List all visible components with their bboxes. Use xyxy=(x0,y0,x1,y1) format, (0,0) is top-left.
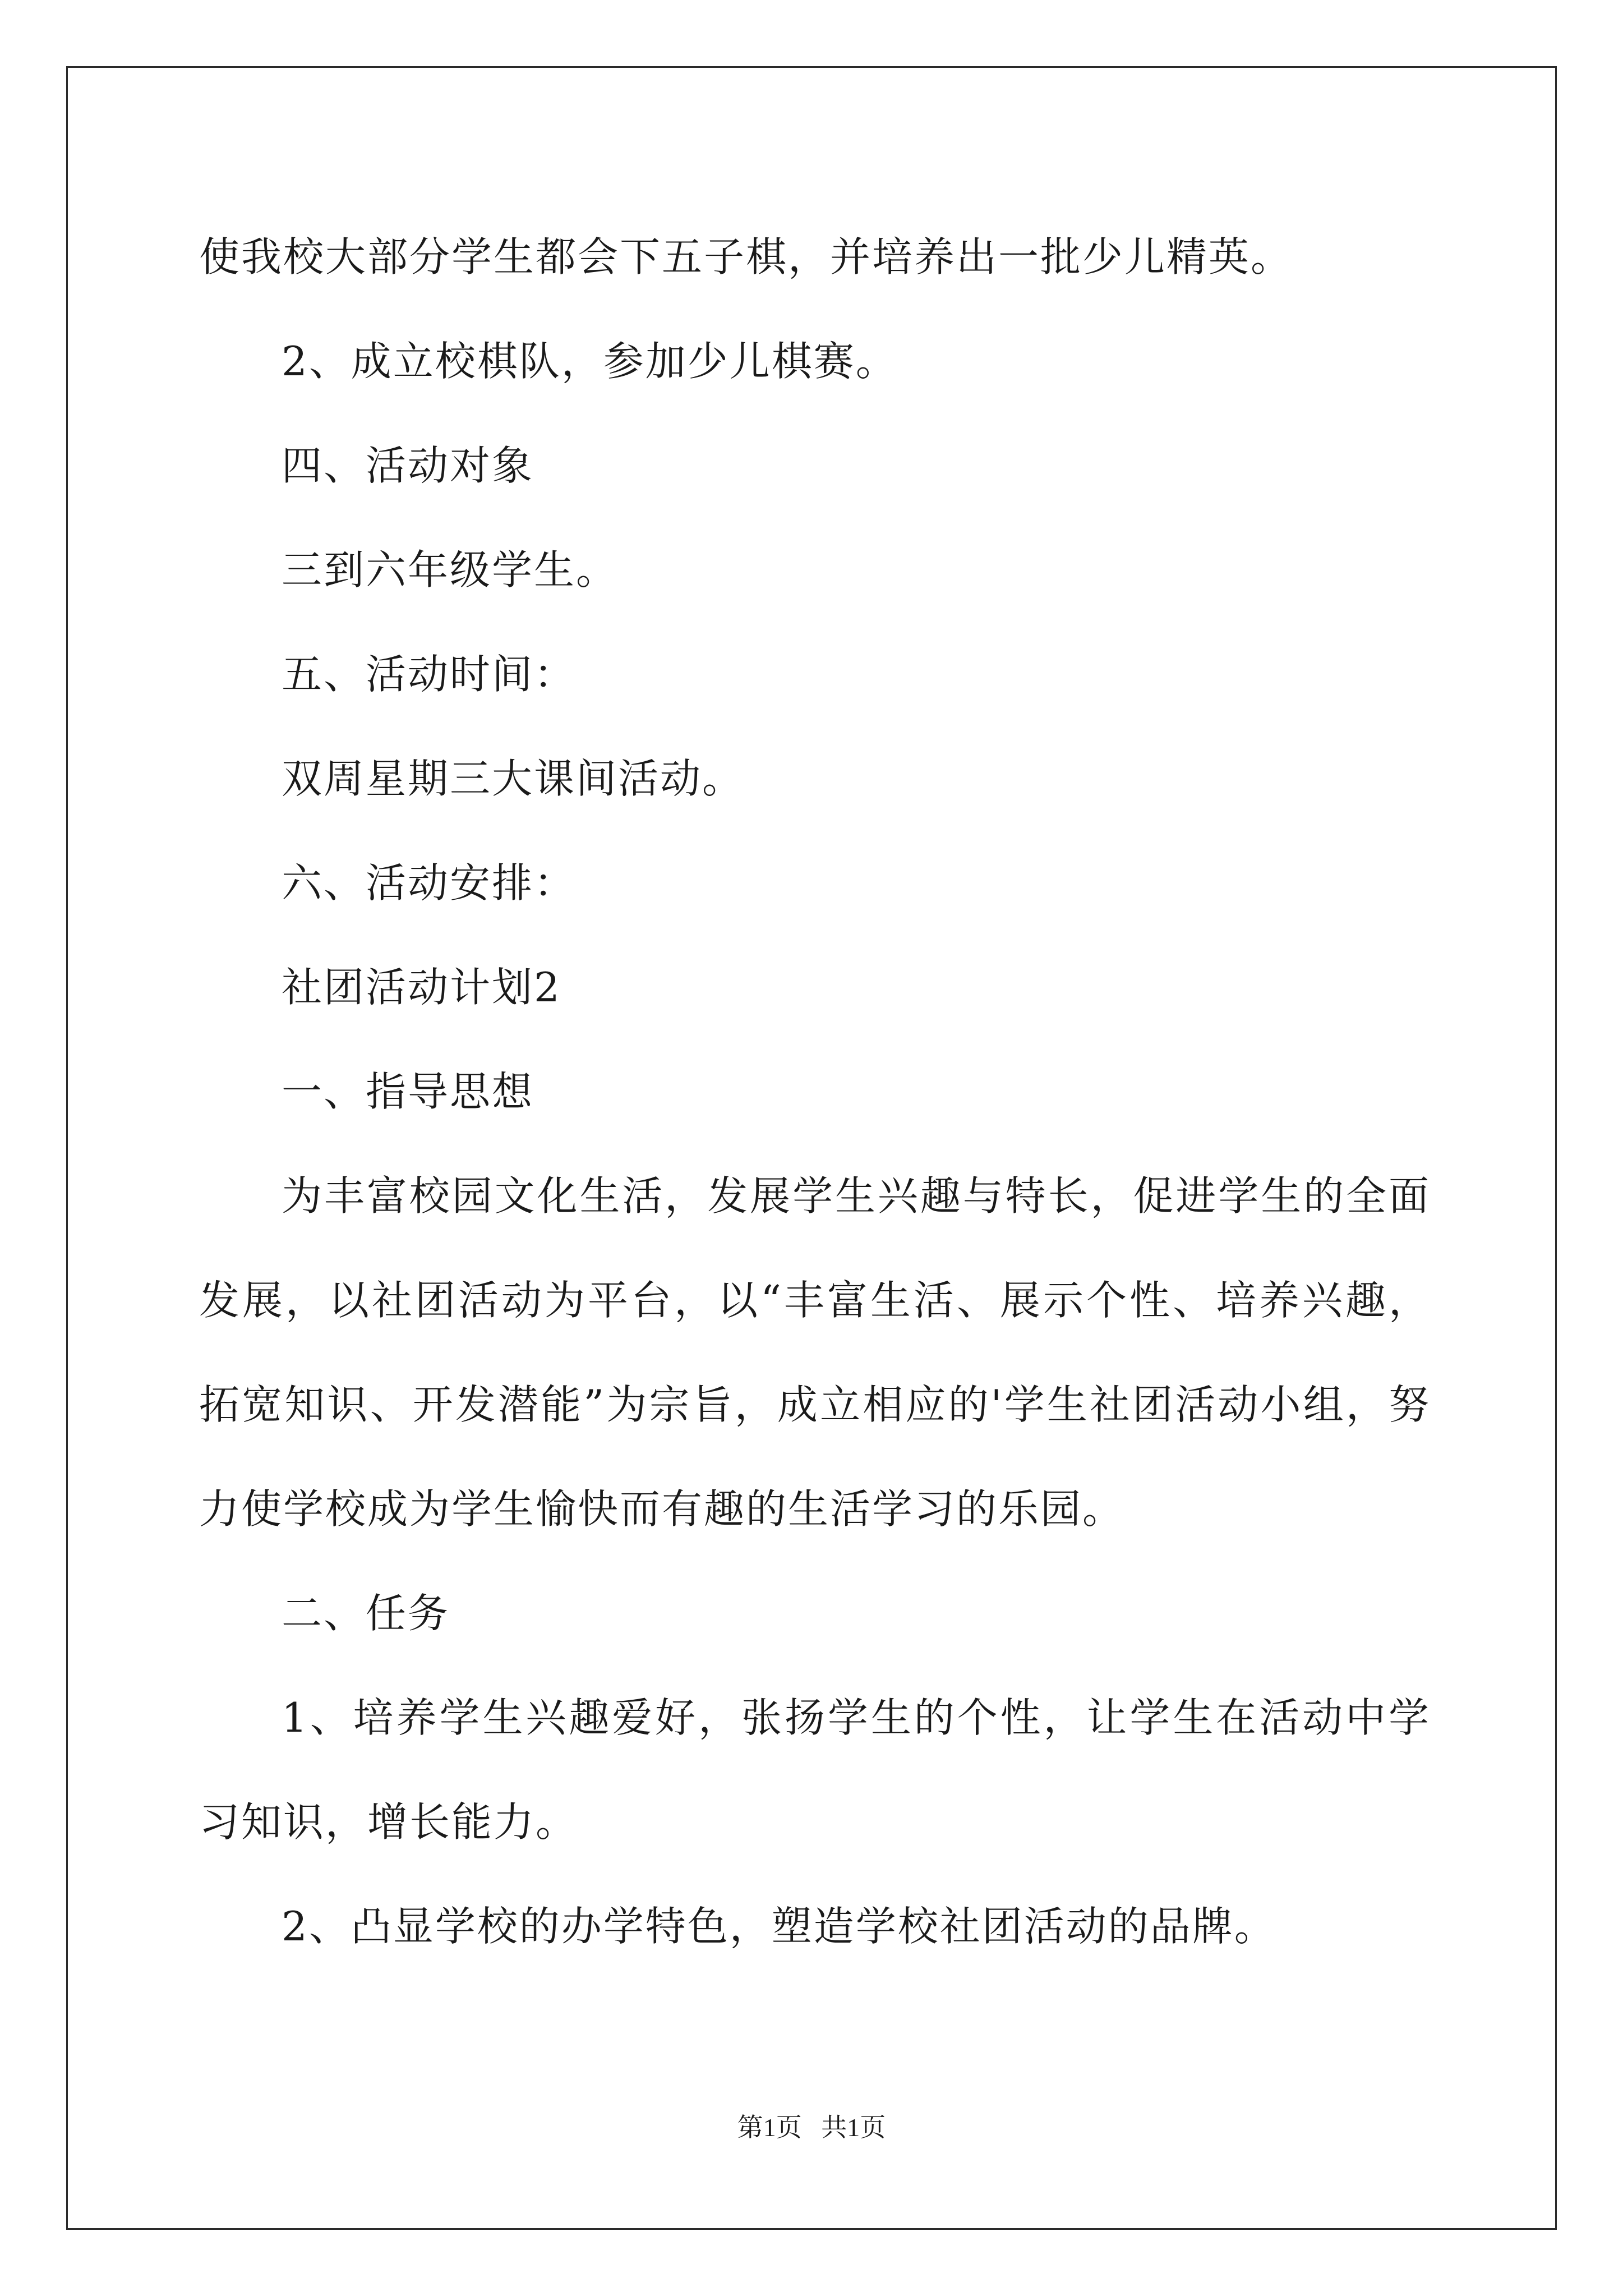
section-heading: 二、任务 xyxy=(282,1590,450,1637)
document-body xyxy=(199,205,1431,1978)
section-heading: 五、活动时间： xyxy=(282,651,577,698)
paragraph: 2、成立校棋队，参加少儿棋赛。 xyxy=(282,338,898,385)
paragraph: 使我校大部分学生都会下五子棋，并培养出一批少儿精英。 xyxy=(199,233,1293,280)
paragraph: 2、凸显学校的办学特色，塑造学校社团活动的品牌。 xyxy=(282,1903,1276,1950)
paragraph: 为丰富校园文化生活，发展学生兴趣与特长，促进学生的全面发展，以社团活动为平台，以“丰富生活、展示个性、培养兴趣，拓宽知识、开发潜能”为宗旨，成立相应的'学生社团活动小组，努力使学校成为学生愉快而有趣的生活学习的乐园。 xyxy=(199,1172,1431,1533)
section-heading: 四、活动对象 xyxy=(282,442,534,489)
paragraph: 1、培养学生兴趣爱好，张扬学生的个性，让学生在活动中学习知识，增长能力。 xyxy=(199,1694,1431,1846)
page-footer: 第1页 共1页 xyxy=(737,2113,886,2142)
paragraph: 三到六年级学生。 xyxy=(282,546,619,593)
document-title: 社团活动计划2 xyxy=(282,964,561,1011)
paragraph: 双周星期三大课间活动。 xyxy=(282,755,745,802)
section-heading: 一、指导思想 xyxy=(282,1068,534,1115)
section-heading: 六、活动安排： xyxy=(282,859,577,907)
